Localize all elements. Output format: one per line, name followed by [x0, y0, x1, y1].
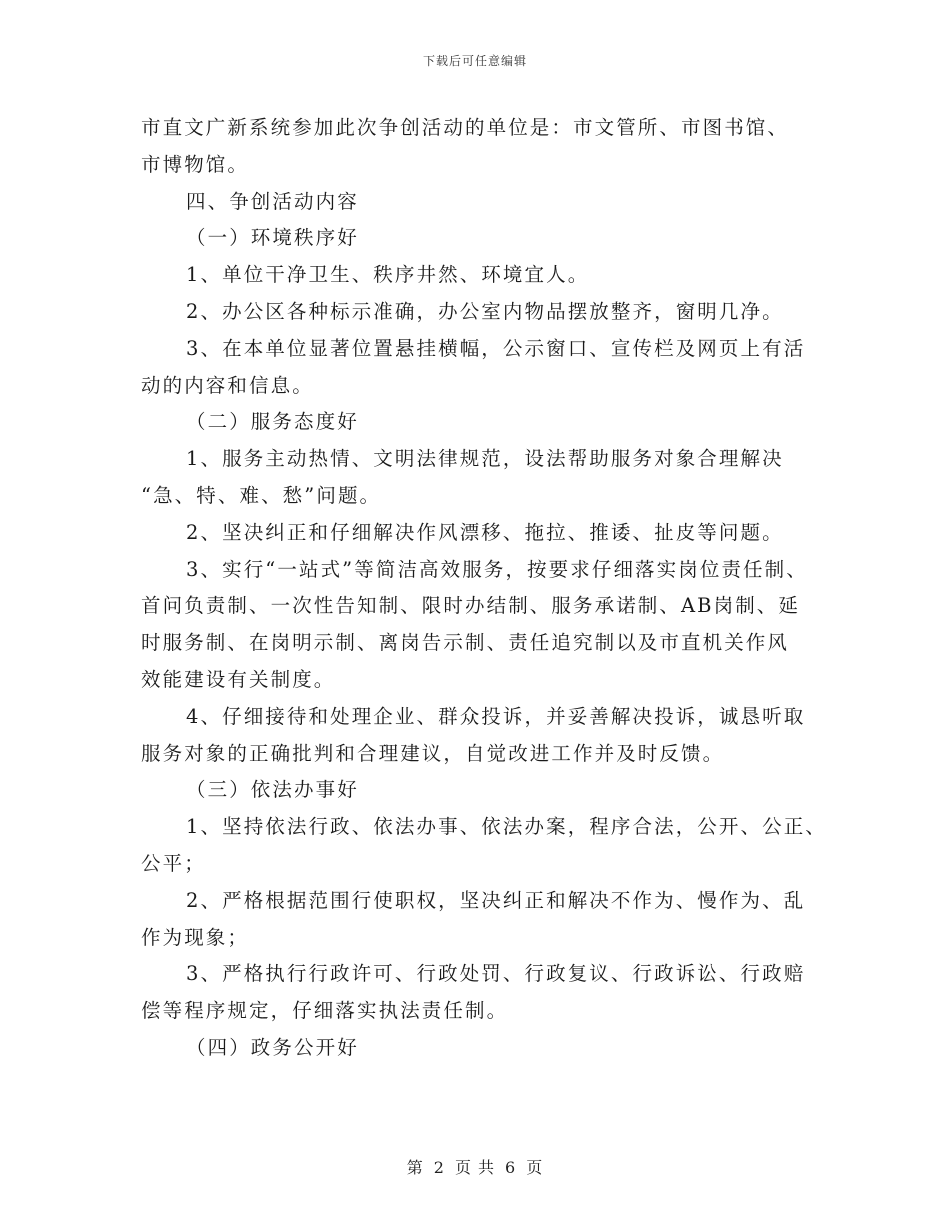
body-line: 首问负责制、一次性告知制、限时办结制、服务承诺制、AB岗制、延 — [141, 594, 801, 618]
subsection-heading: （三）依法办事好 — [186, 778, 359, 802]
body-line: 3、严格执行行政许可、行政处罚、行政复议、行政诉讼、行政赔 — [186, 962, 806, 986]
subsection-heading: （一）环境秩序好 — [186, 226, 359, 250]
body-line: “急、特、难、愁”问题。 — [141, 483, 382, 507]
body-line: 动的内容和信息。 — [141, 373, 314, 397]
page-number-suffix: 页 — [526, 1158, 544, 1177]
document-body — [141, 110, 831, 1067]
body-line: 3、在本单位显著位置悬挂横幅，公示窗口、宣传栏及网页上有活 — [186, 336, 806, 360]
body-line: 1、单位干净卫生、秩序井然、环境宜人。 — [186, 263, 590, 287]
body-line: 作为现象； — [141, 925, 250, 949]
body-line: 效能建设有关制度。 — [141, 667, 336, 691]
body-line: 2、办公区各种标示准确，办公室内物品摆放整齐，窗明几净。 — [186, 299, 784, 323]
section-heading: 四、争创活动内容 — [186, 189, 359, 213]
total-page-count: 6 — [505, 1158, 517, 1177]
body-line: 时服务制、在岗明示制、离岗告示制、责任追究制以及市直机关作风 — [141, 631, 790, 655]
body-line: 服务对象的正确批判和合理建议，自觉改进工作并及时反馈。 — [141, 741, 725, 765]
page-header-note: 下载后可任意编辑 — [422, 54, 527, 68]
body-line: 市博物馆。 — [141, 152, 250, 176]
body-line: 偿等程序规定，仔细落实执法责任制。 — [141, 999, 509, 1023]
current-page-number: 2 — [433, 1158, 445, 1177]
body-line: 2、坚决纠正和仔细解决作风漂移、拖拉、推诿、扯皮等问题。 — [186, 520, 784, 544]
subsection-heading: （四）政务公开好 — [186, 1035, 359, 1059]
subsection-heading: （二）服务态度好 — [186, 410, 359, 434]
body-line: 4、仔细接待和处理企业、群众投诉，并妥善解决投诉，诚恳听取 — [186, 704, 806, 728]
body-line: 1、坚持依法行政、依法办事、依法办案，程序合法，公开、公正、 — [186, 815, 827, 839]
page-footer — [0, 1155, 950, 1178]
body-line: 1、服务主动热情、文明法律规范，设法帮助服务对象合理解决 — [186, 447, 784, 471]
body-line: 3、实行“一站式”等简洁高效服务，按要求仔细落实岗位责任制、 — [186, 557, 808, 581]
body-line: 市直文广新系统参加此次争创活动的单位是：市文管所、市图书馆、 — [141, 116, 790, 139]
body-line: 公平； — [141, 851, 206, 875]
page-number-middle: 页 共 — [454, 1158, 496, 1177]
page-number-prefix: 第 — [406, 1158, 424, 1177]
body-line: 2、严格根据范围行使职权，坚决纠正和解决不作为、慢作为、乱 — [186, 888, 806, 912]
